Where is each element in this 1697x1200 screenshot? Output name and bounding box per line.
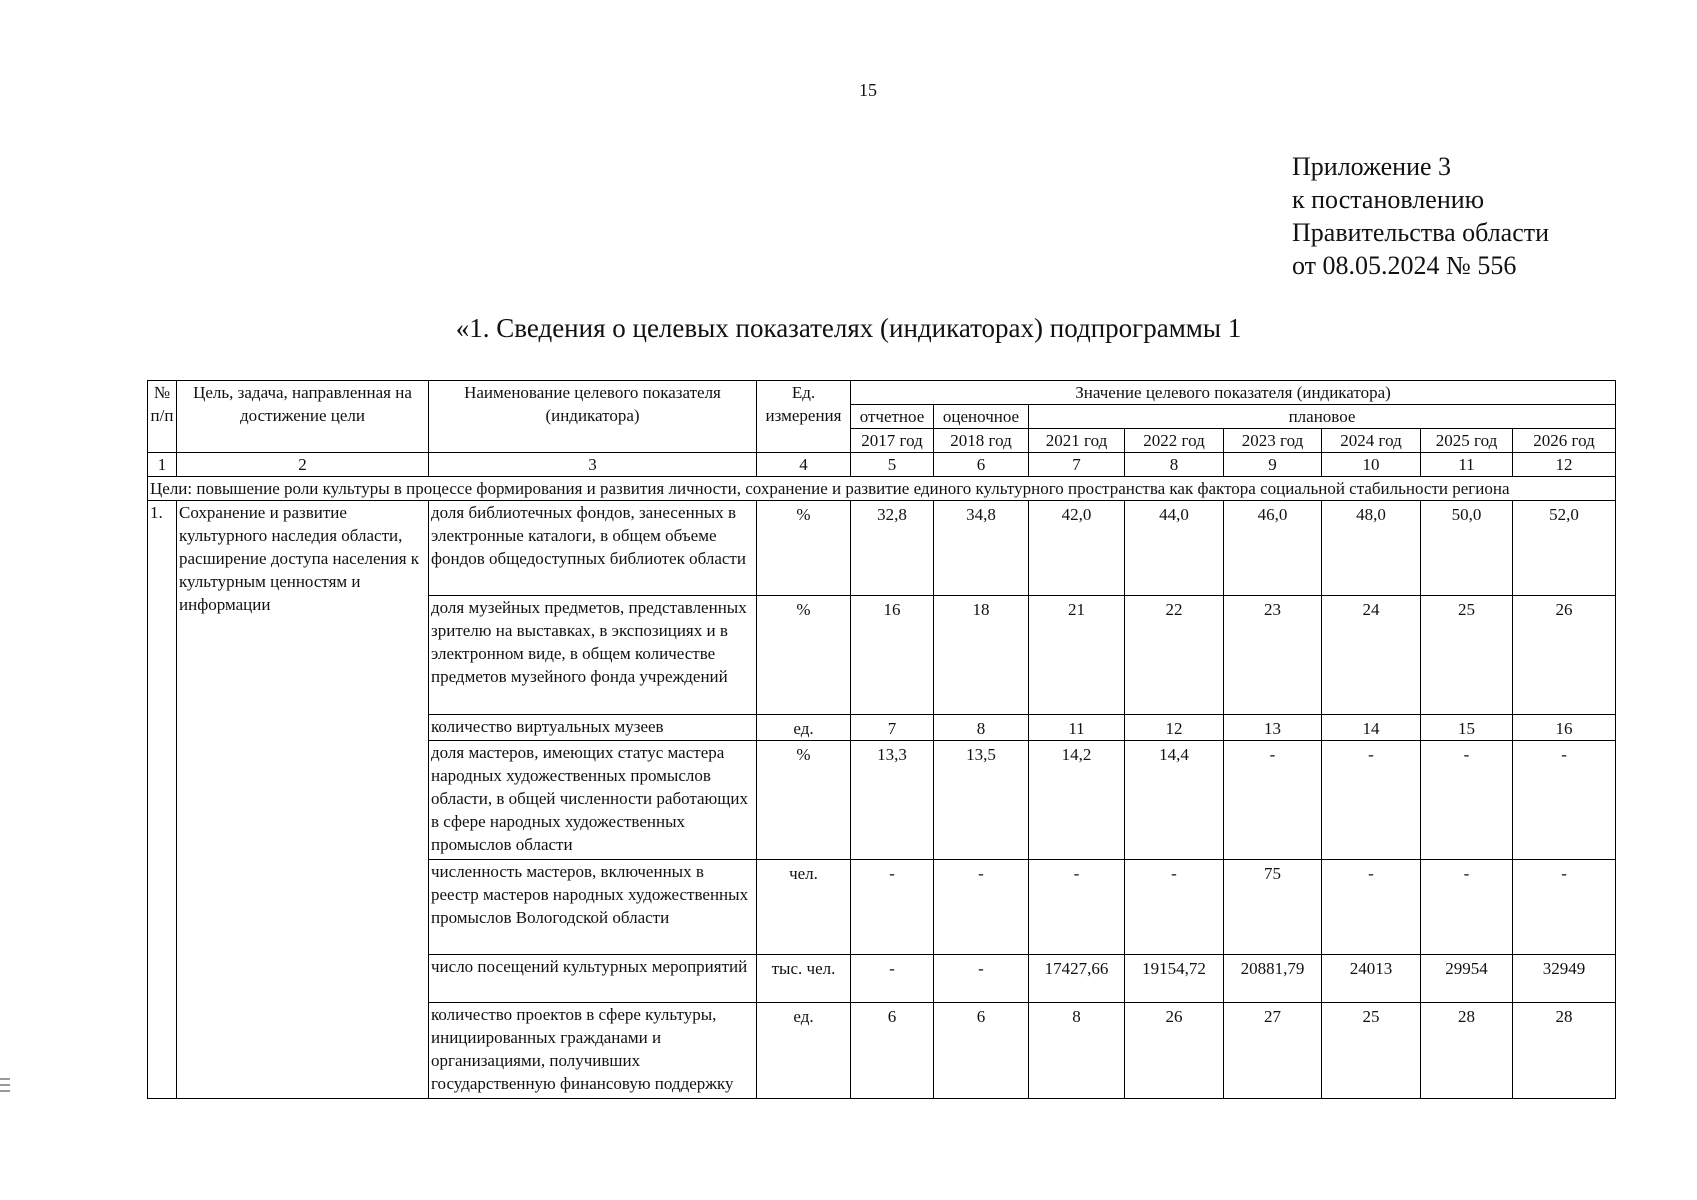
column-number: 6: [934, 453, 1029, 477]
value-2021: -: [1029, 860, 1125, 955]
value-2024: -: [1322, 860, 1421, 955]
value-2022: 12: [1125, 715, 1224, 741]
indicator-name: количество виртуальных музеев: [429, 715, 757, 741]
scan-margin-mark: [0, 1084, 10, 1086]
value-2026: -: [1513, 860, 1616, 955]
value-2025: 28: [1421, 1003, 1513, 1099]
indicator-unit: чел.: [757, 860, 851, 955]
column-number: 3: [429, 453, 757, 477]
value-2021: 17427,66: [1029, 955, 1125, 1003]
value-2023: 27: [1224, 1003, 1322, 1099]
column-number: 8: [1125, 453, 1224, 477]
column-number-row: [148, 453, 1616, 477]
value-2017: 13,3: [851, 741, 934, 860]
header-estimated: оценочное: [934, 405, 1029, 429]
column-number: 2: [177, 453, 429, 477]
value-2024: 14: [1322, 715, 1421, 741]
value-2022: 19154,72: [1125, 955, 1224, 1003]
indicator-unit: %: [757, 596, 851, 715]
indicator-unit: %: [757, 501, 851, 596]
indicators-table: [147, 380, 1616, 1099]
header-year: 2018 год: [934, 429, 1029, 453]
value-2017: -: [851, 955, 934, 1003]
task-number: 1.: [148, 501, 177, 1099]
value-2026: 32949: [1513, 955, 1616, 1003]
column-number: 11: [1421, 453, 1513, 477]
value-2023: 23: [1224, 596, 1322, 715]
value-2017: 16: [851, 596, 934, 715]
column-number: 5: [851, 453, 934, 477]
header-year: 2026 год: [1513, 429, 1616, 453]
value-2025: 50,0: [1421, 501, 1513, 596]
value-2023: 75: [1224, 860, 1322, 955]
value-2025: 25: [1421, 596, 1513, 715]
value-2024: 24: [1322, 596, 1421, 715]
document-title: «1. Сведения о целевых показателях (индикаторах) подпрограммы 1: [455, 313, 1242, 343]
header-planned: плановое: [1029, 405, 1616, 429]
goals-row: [148, 477, 1616, 501]
header-indicator: Наименование целевого показателя (индикатора): [429, 381, 757, 453]
value-2023: -: [1224, 741, 1322, 860]
indicator-name: число посещений культурных мероприятий: [429, 955, 757, 1003]
appendix-block: [1292, 150, 1549, 282]
value-2022: 14,4: [1125, 741, 1224, 860]
task-text: Сохранение и развитие культурного наследия области, расширение доступа населения к культурным ценностям и информации: [177, 501, 429, 1099]
value-2025: -: [1421, 860, 1513, 955]
scan-margin-mark: [0, 1090, 10, 1092]
header-year: 2017 год: [851, 429, 934, 453]
indicator-unit: тыс. чел.: [757, 955, 851, 1003]
value-2025: 29954: [1421, 955, 1513, 1003]
value-2017: -: [851, 860, 934, 955]
header-goal: Цель, задача, направленная на достижение цели: [177, 381, 429, 453]
value-2021: 42,0: [1029, 501, 1125, 596]
value-2021: 14,2: [1029, 741, 1125, 860]
value-2026: 26: [1513, 596, 1616, 715]
indicator-name: доля библиотечных фондов, занесенных в электронные каталоги, в общем объеме фондов общедоступных библиотек области: [429, 501, 757, 596]
appendix-line-3: Правительства области: [1292, 218, 1550, 247]
header-unit: Ед. измерения: [757, 381, 851, 453]
value-2024: 24013: [1322, 955, 1421, 1003]
appendix-line-2: к постановлению: [1292, 185, 1485, 214]
value-2026: 16: [1513, 715, 1616, 741]
value-2018: 34,8: [934, 501, 1029, 596]
indicator-unit: ед.: [757, 1003, 851, 1099]
column-number: 7: [1029, 453, 1125, 477]
appendix-line-4: от 08.05.2024 № 556: [1292, 251, 1517, 280]
indicator-unit: %: [757, 741, 851, 860]
header-num: № п/п: [148, 381, 177, 453]
header-year: 2025 год: [1421, 429, 1513, 453]
indicator-name: доля мастеров, имеющих статус мастера народных художественных промыслов области, в общей численности работающих в сфере народных художественных промыслов области: [429, 741, 757, 860]
value-2024: 25: [1322, 1003, 1421, 1099]
value-2021: 8: [1029, 1003, 1125, 1099]
value-2024: 48,0: [1322, 501, 1421, 596]
value-2017: 6: [851, 1003, 934, 1099]
scan-margin-mark: [0, 1078, 10, 1080]
value-2022: 26: [1125, 1003, 1224, 1099]
goals-text: Цели: повышение роли культуры в процессе формирования и развития личности, сохранение и развитие единого культурного пространства как фактора социальной стабильности региона: [148, 477, 1616, 501]
header-year: 2023 год: [1224, 429, 1322, 453]
value-2024: -: [1322, 741, 1421, 860]
value-2018: 18: [934, 596, 1029, 715]
value-2025: 15: [1421, 715, 1513, 741]
page-number: 15: [859, 80, 877, 100]
value-2021: 11: [1029, 715, 1125, 741]
value-2022: 22: [1125, 596, 1224, 715]
value-2018: -: [934, 860, 1029, 955]
header-year: 2021 год: [1029, 429, 1125, 453]
value-2022: 44,0: [1125, 501, 1224, 596]
value-2023: 13: [1224, 715, 1322, 741]
column-number: 10: [1322, 453, 1421, 477]
value-2023: 46,0: [1224, 501, 1322, 596]
value-2026: -: [1513, 741, 1616, 860]
value-2026: 28: [1513, 1003, 1616, 1099]
indicator-name: доля музейных предметов, представленных зрителю на выставках, в экспозициях и в электронном виде, в общем количестве предметов музейного фонда учреждений: [429, 596, 757, 715]
column-number: 4: [757, 453, 851, 477]
value-2018: 13,5: [934, 741, 1029, 860]
header-value-group: Значение целевого показателя (индикатора): [851, 381, 1616, 405]
header-year: 2024 год: [1322, 429, 1421, 453]
value-2023: 20881,79: [1224, 955, 1322, 1003]
value-2021: 21: [1029, 596, 1125, 715]
value-2022: -: [1125, 860, 1224, 955]
column-number: 1: [148, 453, 177, 477]
value-2017: 32,8: [851, 501, 934, 596]
value-2018: 8: [934, 715, 1029, 741]
column-number: 9: [1224, 453, 1322, 477]
indicator-name: численность мастеров, включенных в реестр мастеров народных художественных промыслов Вологодской области: [429, 860, 757, 955]
header-year: 2022 год: [1125, 429, 1224, 453]
value-2018: -: [934, 955, 1029, 1003]
value-2017: 7: [851, 715, 934, 741]
value-2025: -: [1421, 741, 1513, 860]
column-number: 12: [1513, 453, 1616, 477]
header-reported: отчетное: [851, 405, 934, 429]
indicator-unit: ед.: [757, 715, 851, 741]
header-row-1: [148, 381, 1616, 405]
table-row: [148, 501, 1616, 596]
value-2026: 52,0: [1513, 501, 1616, 596]
value-2018: 6: [934, 1003, 1029, 1099]
appendix-line-1: Приложение 3: [1292, 152, 1452, 181]
indicator-name: количество проектов в сфере культуры, инициированных гражданами и организациями, получивших государственную финансовую поддержку: [429, 1003, 757, 1099]
